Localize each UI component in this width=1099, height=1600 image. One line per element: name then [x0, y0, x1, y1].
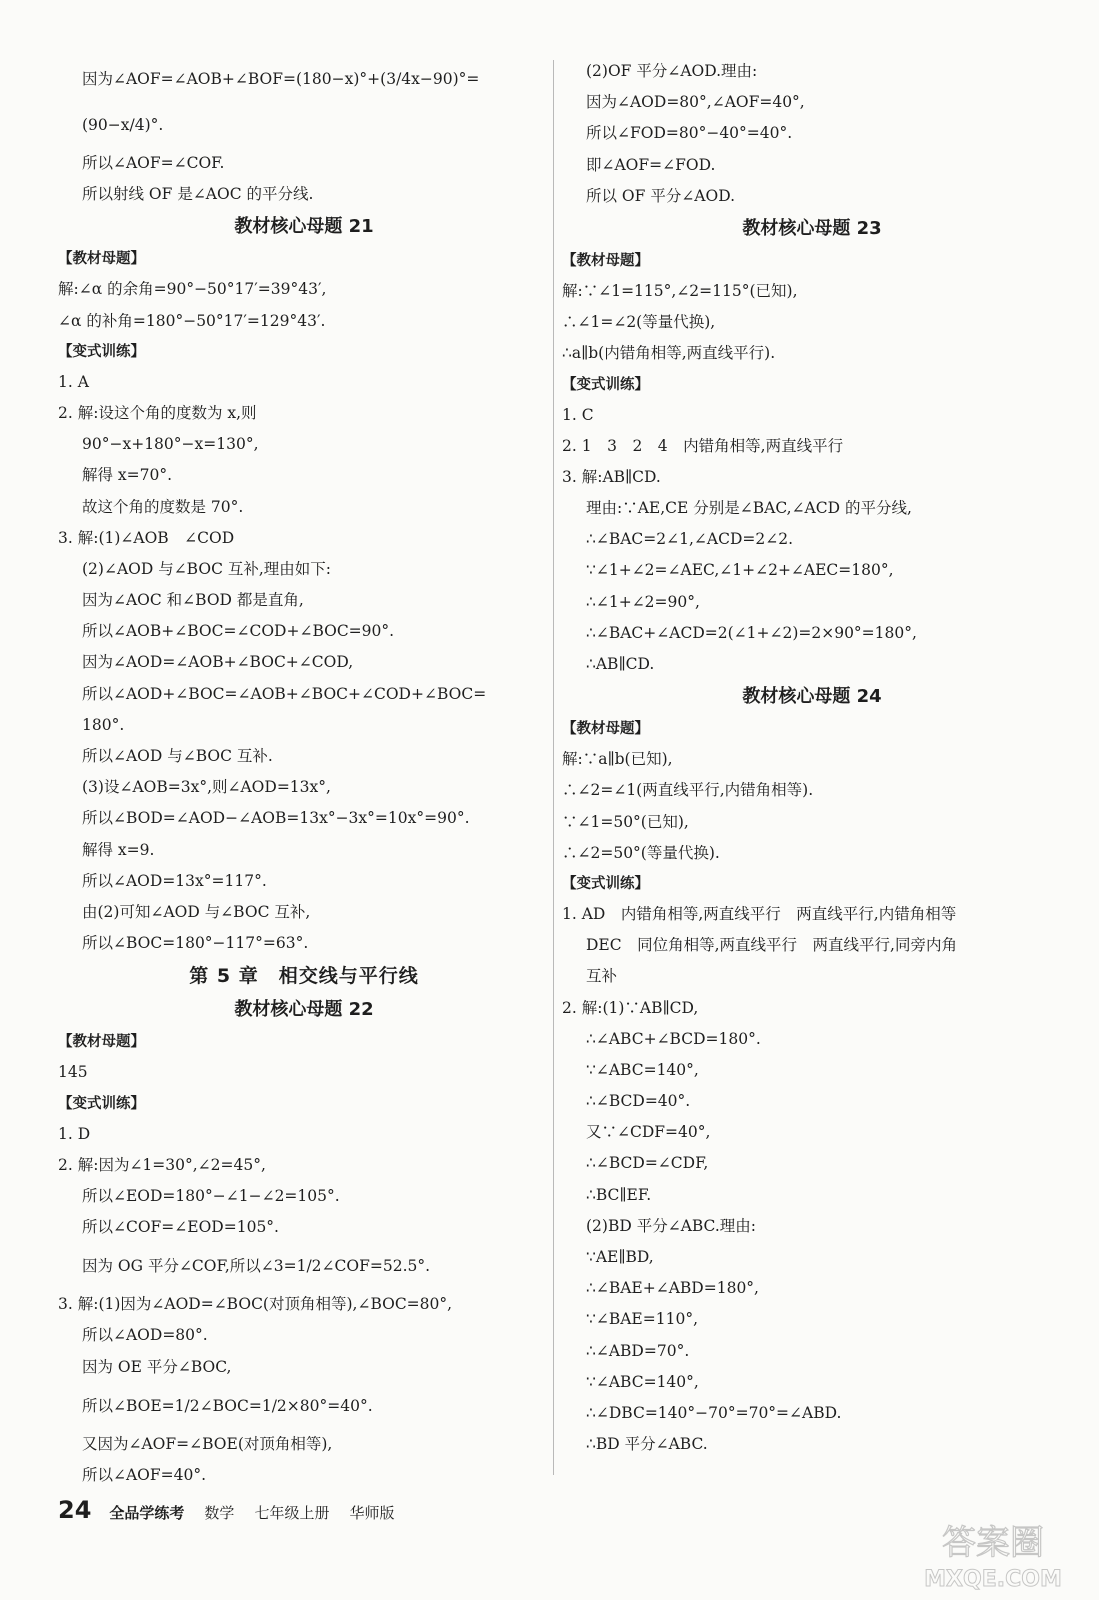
text-line: 所以 OF 平分∠AOD. — [586, 186, 736, 205]
edition: 华师版 — [349, 1504, 395, 1522]
section-heading: 教材核心母题 24 — [742, 686, 882, 708]
text-line: 3. 解:(1)∠AOB ∠COD — [58, 528, 235, 547]
text-line: 因为 OG 平分∠COF,所以∠3=1/2∠COF=52.5°. — [82, 1257, 431, 1276]
text-line: 2. 解:设这个角的度数为 x,则 — [58, 403, 257, 422]
text-line: 所以∠COF=∠EOD=105°. — [82, 1218, 279, 1237]
text-line: (3)设∠AOB=3x°,则∠AOD=13x°, — [82, 778, 331, 797]
text-line: ∴BC∥EF. — [586, 1185, 652, 1204]
text-line: ∵∠ABC=140°, — [586, 1060, 699, 1079]
section-tag: 【变式训练】 — [562, 875, 649, 892]
text-line: 90°−x+180°−x=130°, — [82, 435, 259, 454]
text-line: ∵∠ABC=140°, — [586, 1372, 699, 1391]
text-line: 即∠AOF=∠FOD. — [586, 155, 716, 174]
text-line: ∴∠2=50°(等量代换). — [562, 843, 720, 862]
section-tag: 【变式训练】 — [58, 1095, 145, 1112]
subject: 数学 — [204, 1504, 235, 1522]
watermark-logo-text: 答案圈 — [942, 1523, 1044, 1563]
text-line: 1. AD 内错角相等,两直线平行 两直线平行,内错角相等 — [562, 904, 957, 923]
text-line: ∴∠BAE+∠ABD=180°, — [586, 1279, 759, 1298]
text-line: 因为 OE 平分∠BOC, — [82, 1357, 232, 1376]
text-line: 所以∠FOD=80°−40°=40°. — [586, 124, 793, 143]
text-line: 解:∵∠1=115°,∠2=115°(已知), — [562, 281, 798, 300]
text-line: ∵AE∥BD, — [586, 1248, 654, 1266]
text-line: ∴∠1=∠2(等量代换), — [562, 313, 716, 332]
watermark-url: MXQE.COM — [924, 1567, 1062, 1592]
text-line: 又因为∠AOF=∠BOE(对顶角相等), — [82, 1434, 333, 1453]
section-heading: 教材核心母题 21 — [234, 216, 374, 238]
text-line: 所以∠AOB+∠BOC=∠COD+∠BOC=90°. — [82, 622, 395, 641]
text-line: ∴BD 平分∠ABC. — [586, 1435, 708, 1454]
text-line: 2. 1 3 2 4 内错角相等,两直线平行 — [562, 436, 844, 455]
section-tag: 【变式训练】 — [562, 376, 649, 393]
text-line: 1. A — [58, 372, 89, 391]
text-line: 所以∠AOD 与∠BOC 互补. — [82, 747, 273, 765]
text-line: 因为∠AOF=∠AOB+∠BOF=(180−x)°+(3/4x−90)°= — [82, 70, 480, 88]
text-line: ∴∠1+∠2=90°, — [586, 592, 700, 611]
section-heading: 教材核心母题 22 — [234, 999, 374, 1021]
text-line: 因为∠AOC 和∠BOD 都是直角, — [82, 591, 304, 610]
text-line: 所以∠AOD=13x°=117°. — [82, 871, 267, 890]
text-line: 解得 x=70°. — [82, 466, 173, 485]
text-line: ∴∠DBC=140°−70°=70°=∠ABD. — [586, 1403, 842, 1422]
text-line: 解得 x=9. — [82, 840, 155, 859]
text-line: ∵∠1+∠2=∠AEC,∠1+∠2+∠AEC=180°, — [586, 561, 894, 580]
watermark-logo — [898, 1512, 1088, 1592]
text-line: ∴a∥b(内错角相等,两直线平行). — [562, 344, 776, 363]
text-line: ∴∠BAC=2∠1,∠ACD=2∠2. — [586, 530, 794, 549]
text-line: 理由:∵AE,CE 分别是∠BAC,∠ACD 的平分线, — [586, 499, 912, 518]
section-tag: 【教材母题】 — [562, 252, 649, 269]
text-line: ∴AB∥CD. — [586, 655, 655, 673]
text-line: (2)∠AOD 与∠BOC 互补,理由如下: — [82, 559, 332, 578]
text-line: (2)OF 平分∠AOD.理由: — [586, 62, 758, 80]
text-line: 所以∠AOD=80°. — [82, 1326, 208, 1345]
left-column — [58, 56, 550, 1491]
text-line: 所以∠AOF=∠COF. — [82, 154, 225, 172]
grade: 七年级上册 — [254, 1504, 330, 1522]
text-line: 所以∠AOF=40°. — [82, 1466, 207, 1484]
text-line: DEC 同位角相等,两直线平行 两直线平行,同旁内角 — [586, 936, 957, 955]
section-heading: 教材核心母题 23 — [742, 217, 882, 239]
text-line: 2. 解:因为∠1=30°,∠2=45°, — [58, 1155, 266, 1174]
text-line: 2. 解:(1)∵AB∥CD, — [562, 998, 699, 1017]
text-line: (90−x/4)°. — [82, 116, 164, 134]
text-line: 因为∠AOD=∠AOB+∠BOC+∠COD, — [82, 653, 354, 672]
column-divider — [553, 60, 554, 1475]
text-line: 解:∵a∥b(已知), — [562, 750, 673, 769]
text-line: ∴∠BCD=∠CDF, — [586, 1154, 709, 1173]
text-line: 所以∠AOD+∠BOC=∠AOB+∠BOC+∠COD+∠BOC= — [82, 684, 487, 703]
text-line: 又∵∠CDF=40°, — [586, 1123, 711, 1142]
text-line: 3. 解:(1)因为∠AOD=∠BOC(对顶角相等),∠BOC=80°, — [58, 1295, 453, 1314]
section-tag: 【教材母题】 — [562, 721, 649, 738]
text-line: ∴∠BCD=40°. — [586, 1092, 691, 1111]
text-line: 所以∠EOD=180°−∠1−∠2=105°. — [82, 1186, 340, 1205]
text-line: ∴∠2=∠1(两直线平行,内错角相等). — [562, 781, 814, 800]
book-title: 全品学练考 — [109, 1504, 185, 1522]
section-tag: 【变式训练】 — [58, 343, 145, 360]
text-line: ∵∠1=50°(已知), — [562, 812, 689, 831]
section-tag: 【教材母题】 — [58, 251, 145, 268]
text-line: 所以射线 OF 是∠AOC 的平分线. — [82, 185, 314, 204]
page-number: 24 — [58, 1496, 92, 1524]
text-line: 由(2)可知∠AOD 与∠BOC 互补, — [82, 902, 311, 921]
text-line: 互补 — [586, 967, 618, 986]
section-heading: 第 5 章 相交线与平行线 — [189, 965, 419, 988]
text-line: 145 — [58, 1063, 88, 1082]
text-line: 1. C — [562, 405, 594, 424]
text-line: ∠α 的补角=180°−50°17′=129°43′. — [58, 311, 326, 330]
text-line: 3. 解:AB∥CD. — [562, 467, 661, 486]
text-line: ∴∠ABD=70°. — [586, 1341, 690, 1360]
text-line: 故这个角的度数是 70°. — [82, 497, 244, 516]
right-column — [562, 56, 1062, 1460]
text-line: 180°. — [82, 715, 125, 734]
page-footer — [58, 1496, 414, 1526]
text-line: 所以∠BOD=∠AOD−∠AOB=13x°−3x°=10x°=90°. — [82, 809, 470, 828]
text-line: 所以∠BOE=1/2∠BOC=1/2×80°=40°. — [82, 1396, 373, 1415]
text-line: 解:∠α 的余角=90°−50°17′=39°43′, — [58, 280, 327, 299]
text-line: ∴∠BAC+∠ACD=2(∠1+∠2)=2×90°=180°, — [586, 623, 917, 642]
text-line: (2)BD 平分∠ABC.理由: — [586, 1216, 757, 1235]
text-line: 1. D — [58, 1124, 91, 1143]
text-line: ∵∠BAE=110°, — [586, 1310, 698, 1329]
text-line: 因为∠AOD=80°,∠AOF=40°, — [586, 93, 805, 112]
text-line: ∴∠ABC+∠BCD=180°. — [586, 1029, 761, 1048]
section-tag: 【教材母题】 — [58, 1034, 145, 1051]
text-line: 所以∠BOC=180°−117°=63°. — [82, 934, 309, 953]
